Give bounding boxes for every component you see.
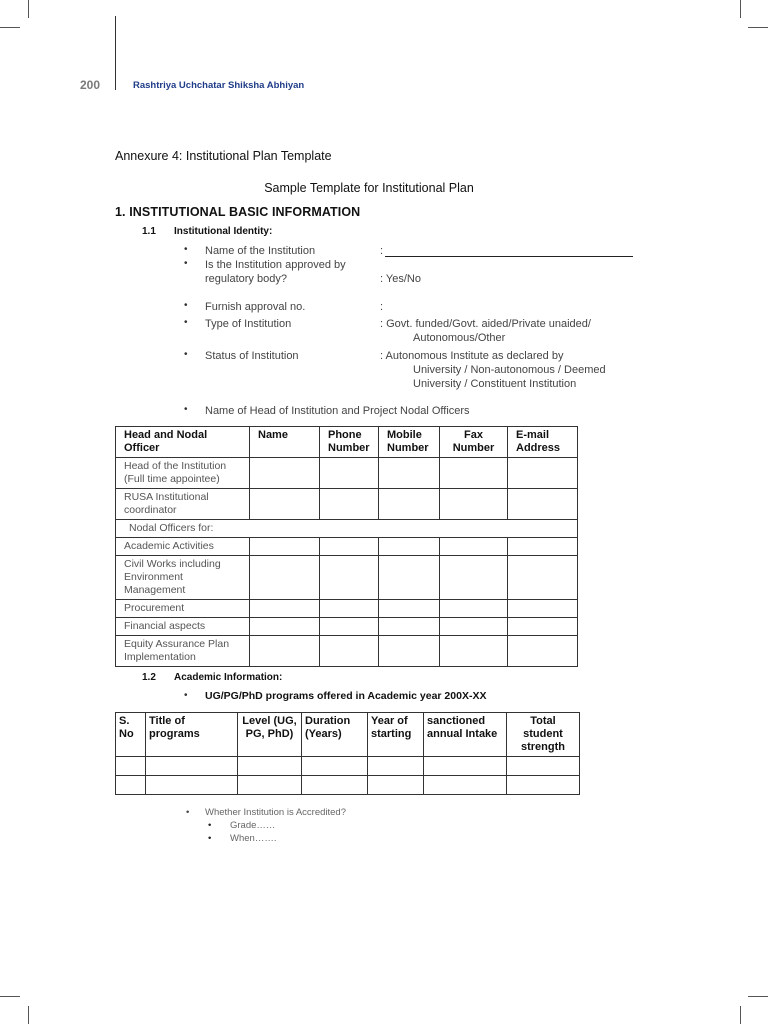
crop-mark — [740, 1006, 741, 1024]
accreditation-grade: Grade…… — [230, 820, 276, 831]
table-row — [116, 636, 578, 667]
table-cell[interactable] — [250, 618, 320, 636]
table-row — [116, 489, 578, 520]
status-value-line1: : Autonomous Institute as declared by — [380, 350, 564, 362]
name-value: : — [380, 245, 384, 257]
table-cell[interactable] — [440, 600, 508, 618]
table-cell[interactable] — [379, 618, 440, 636]
officers-label: Name of Head of Institution and Project Nodal Officers — [205, 405, 470, 417]
col-header: Head and Nodal Officer — [116, 427, 250, 458]
page-number: 200 — [80, 78, 101, 92]
programs-label: UG/PG/PhD programs offered in Academic year 200X-XX — [205, 690, 487, 702]
table-cell[interactable] — [250, 636, 320, 667]
table-cell[interactable] — [440, 538, 508, 556]
table-cell[interactable] — [508, 556, 578, 600]
row-label: Procurement — [116, 600, 250, 618]
table-cell[interactable] — [250, 458, 320, 489]
crop-mark — [748, 27, 768, 28]
table-cell[interactable] — [508, 458, 578, 489]
approved-label — [205, 258, 346, 286]
table-cell[interactable] — [508, 538, 578, 556]
table-cell[interactable] — [146, 776, 238, 795]
bullet-icon: • — [184, 404, 188, 415]
table-cell[interactable] — [320, 556, 379, 600]
bullet-icon: • — [208, 833, 212, 844]
subsection-title — [142, 226, 272, 237]
crop-mark — [0, 27, 20, 28]
status-value-line3: University / Constituent Institution — [413, 378, 577, 390]
table-cell[interactable] — [116, 776, 146, 795]
crop-mark — [0, 996, 20, 997]
table-cell[interactable] — [508, 489, 578, 520]
col-header: Name — [250, 427, 320, 458]
table-cell[interactable] — [379, 600, 440, 618]
approval-value: : — [380, 301, 384, 313]
subsection-label: Academic Information: — [174, 672, 283, 683]
table-cell[interactable] — [368, 776, 424, 795]
col-header: Mobile Number — [379, 427, 440, 458]
type-value — [380, 317, 591, 345]
status-label: Status of Institution — [205, 350, 299, 362]
officers-table — [115, 426, 578, 667]
type-label: Type of Institution — [205, 318, 292, 330]
bullet-icon: • — [184, 317, 188, 328]
table-cell[interactable] — [379, 489, 440, 520]
approved-label-line2: regulatory body? — [205, 273, 287, 285]
table-cell[interactable] — [146, 757, 238, 776]
sample-title: Sample Template for Institutional Plan — [264, 181, 474, 195]
type-value-line1: : Govt. funded/Govt. aided/Private unaided/ — [380, 318, 591, 330]
table-cell[interactable] — [250, 538, 320, 556]
approved-label-line1: Is the Institution approved by — [205, 259, 346, 271]
col-header: sanctioned annual Intake — [424, 713, 507, 757]
table-cell[interactable] — [379, 458, 440, 489]
header-divider — [115, 16, 116, 90]
col-header: Title of programs — [146, 713, 238, 757]
table-cell[interactable] — [320, 458, 379, 489]
subsection-number: 1.2 — [142, 672, 156, 683]
row-label: Head of the Institution (Full time appointee) — [116, 458, 250, 489]
table-cell[interactable] — [238, 757, 302, 776]
table-cell[interactable] — [508, 636, 578, 667]
row-label: RUSA Institutional coordinator — [116, 489, 250, 520]
table-row — [116, 757, 580, 776]
row-label: Financial aspects — [116, 618, 250, 636]
table-row — [116, 520, 578, 538]
accreditation-question: Whether Institution is Accredited? — [205, 807, 346, 818]
table-cell[interactable] — [302, 776, 368, 795]
table-cell[interactable] — [320, 636, 379, 667]
table-cell[interactable] — [508, 618, 578, 636]
table-cell[interactable] — [368, 757, 424, 776]
table-cell[interactable] — [507, 776, 580, 795]
subsection-title — [142, 672, 282, 683]
bullet-icon: • — [184, 258, 188, 269]
status-value — [380, 349, 606, 391]
table-row — [116, 458, 578, 489]
crop-mark — [28, 0, 29, 18]
subsection-number: 1.1 — [142, 226, 156, 237]
subsection-label: Institutional Identity: — [174, 226, 273, 237]
table-cell[interactable] — [320, 618, 379, 636]
table-cell[interactable] — [320, 538, 379, 556]
table-row — [116, 776, 580, 795]
table-cell[interactable] — [440, 489, 508, 520]
col-header: S. No — [116, 713, 146, 757]
crop-mark — [28, 1006, 29, 1024]
approved-value: : Yes/No — [380, 273, 421, 285]
row-label: Nodal Officers for: — [116, 520, 578, 538]
name-fill-line[interactable] — [385, 256, 633, 257]
col-header: Level (UG, PG, PhD) — [238, 713, 302, 757]
table-cell[interactable] — [320, 600, 379, 618]
table-row — [116, 538, 578, 556]
col-header: Fax Number — [440, 427, 508, 458]
table-cell[interactable] — [250, 600, 320, 618]
table-cell[interactable] — [250, 489, 320, 520]
table-cell[interactable] — [424, 776, 507, 795]
table-cell[interactable] — [440, 618, 508, 636]
name-label: Name of the Institution — [205, 245, 316, 257]
table-cell[interactable] — [116, 757, 146, 776]
table-cell[interactable] — [424, 757, 507, 776]
table-cell[interactable] — [238, 776, 302, 795]
annexure-title: Annexure 4: Institutional Plan Template — [115, 149, 332, 163]
type-value-line2: Autonomous/Other — [413, 332, 506, 344]
table-cell[interactable] — [320, 489, 379, 520]
table-cell[interactable] — [440, 636, 508, 667]
status-value-line2: University / Non-autonomous / Deemed — [413, 364, 606, 376]
accreditation-when: When……. — [230, 833, 277, 844]
programs-table — [115, 712, 580, 795]
bullet-icon: • — [208, 820, 212, 831]
bullet-icon: • — [184, 690, 188, 701]
bullet-icon: • — [186, 807, 190, 818]
col-header: Year of starting — [368, 713, 424, 757]
table-cell[interactable] — [379, 556, 440, 600]
section-title: 1. INSTITUTIONAL BASIC INFORMATION — [115, 205, 361, 219]
table-cell[interactable] — [250, 556, 320, 600]
row-label: Equity Assurance Plan Implementation — [116, 636, 250, 667]
row-label: Civil Works including Environment Management — [116, 556, 250, 600]
col-header: Duration (Years) — [302, 713, 368, 757]
row-label: Academic Activities — [116, 538, 250, 556]
table-cell[interactable] — [440, 556, 508, 600]
crop-mark — [748, 996, 768, 997]
bullet-icon: • — [184, 244, 188, 255]
table-cell[interactable] — [302, 757, 368, 776]
table-cell[interactable] — [508, 600, 578, 618]
crop-mark — [740, 0, 741, 18]
table-cell[interactable] — [379, 538, 440, 556]
table-cell[interactable] — [440, 458, 508, 489]
table-cell[interactable] — [507, 757, 580, 776]
approval-label: Furnish approval no. — [205, 301, 306, 313]
running-title: Rashtriya Uchchatar Shiksha Abhiyan — [133, 80, 305, 91]
table-row — [116, 556, 578, 600]
bullet-icon: • — [184, 300, 188, 311]
table-row — [116, 618, 578, 636]
bullet-icon: • — [184, 349, 188, 360]
table-row — [116, 600, 578, 618]
table-cell[interactable] — [379, 636, 440, 667]
col-header: Total student strength — [507, 713, 580, 757]
col-header: Phone Number — [320, 427, 379, 458]
col-header: E-mail Address — [508, 427, 578, 458]
